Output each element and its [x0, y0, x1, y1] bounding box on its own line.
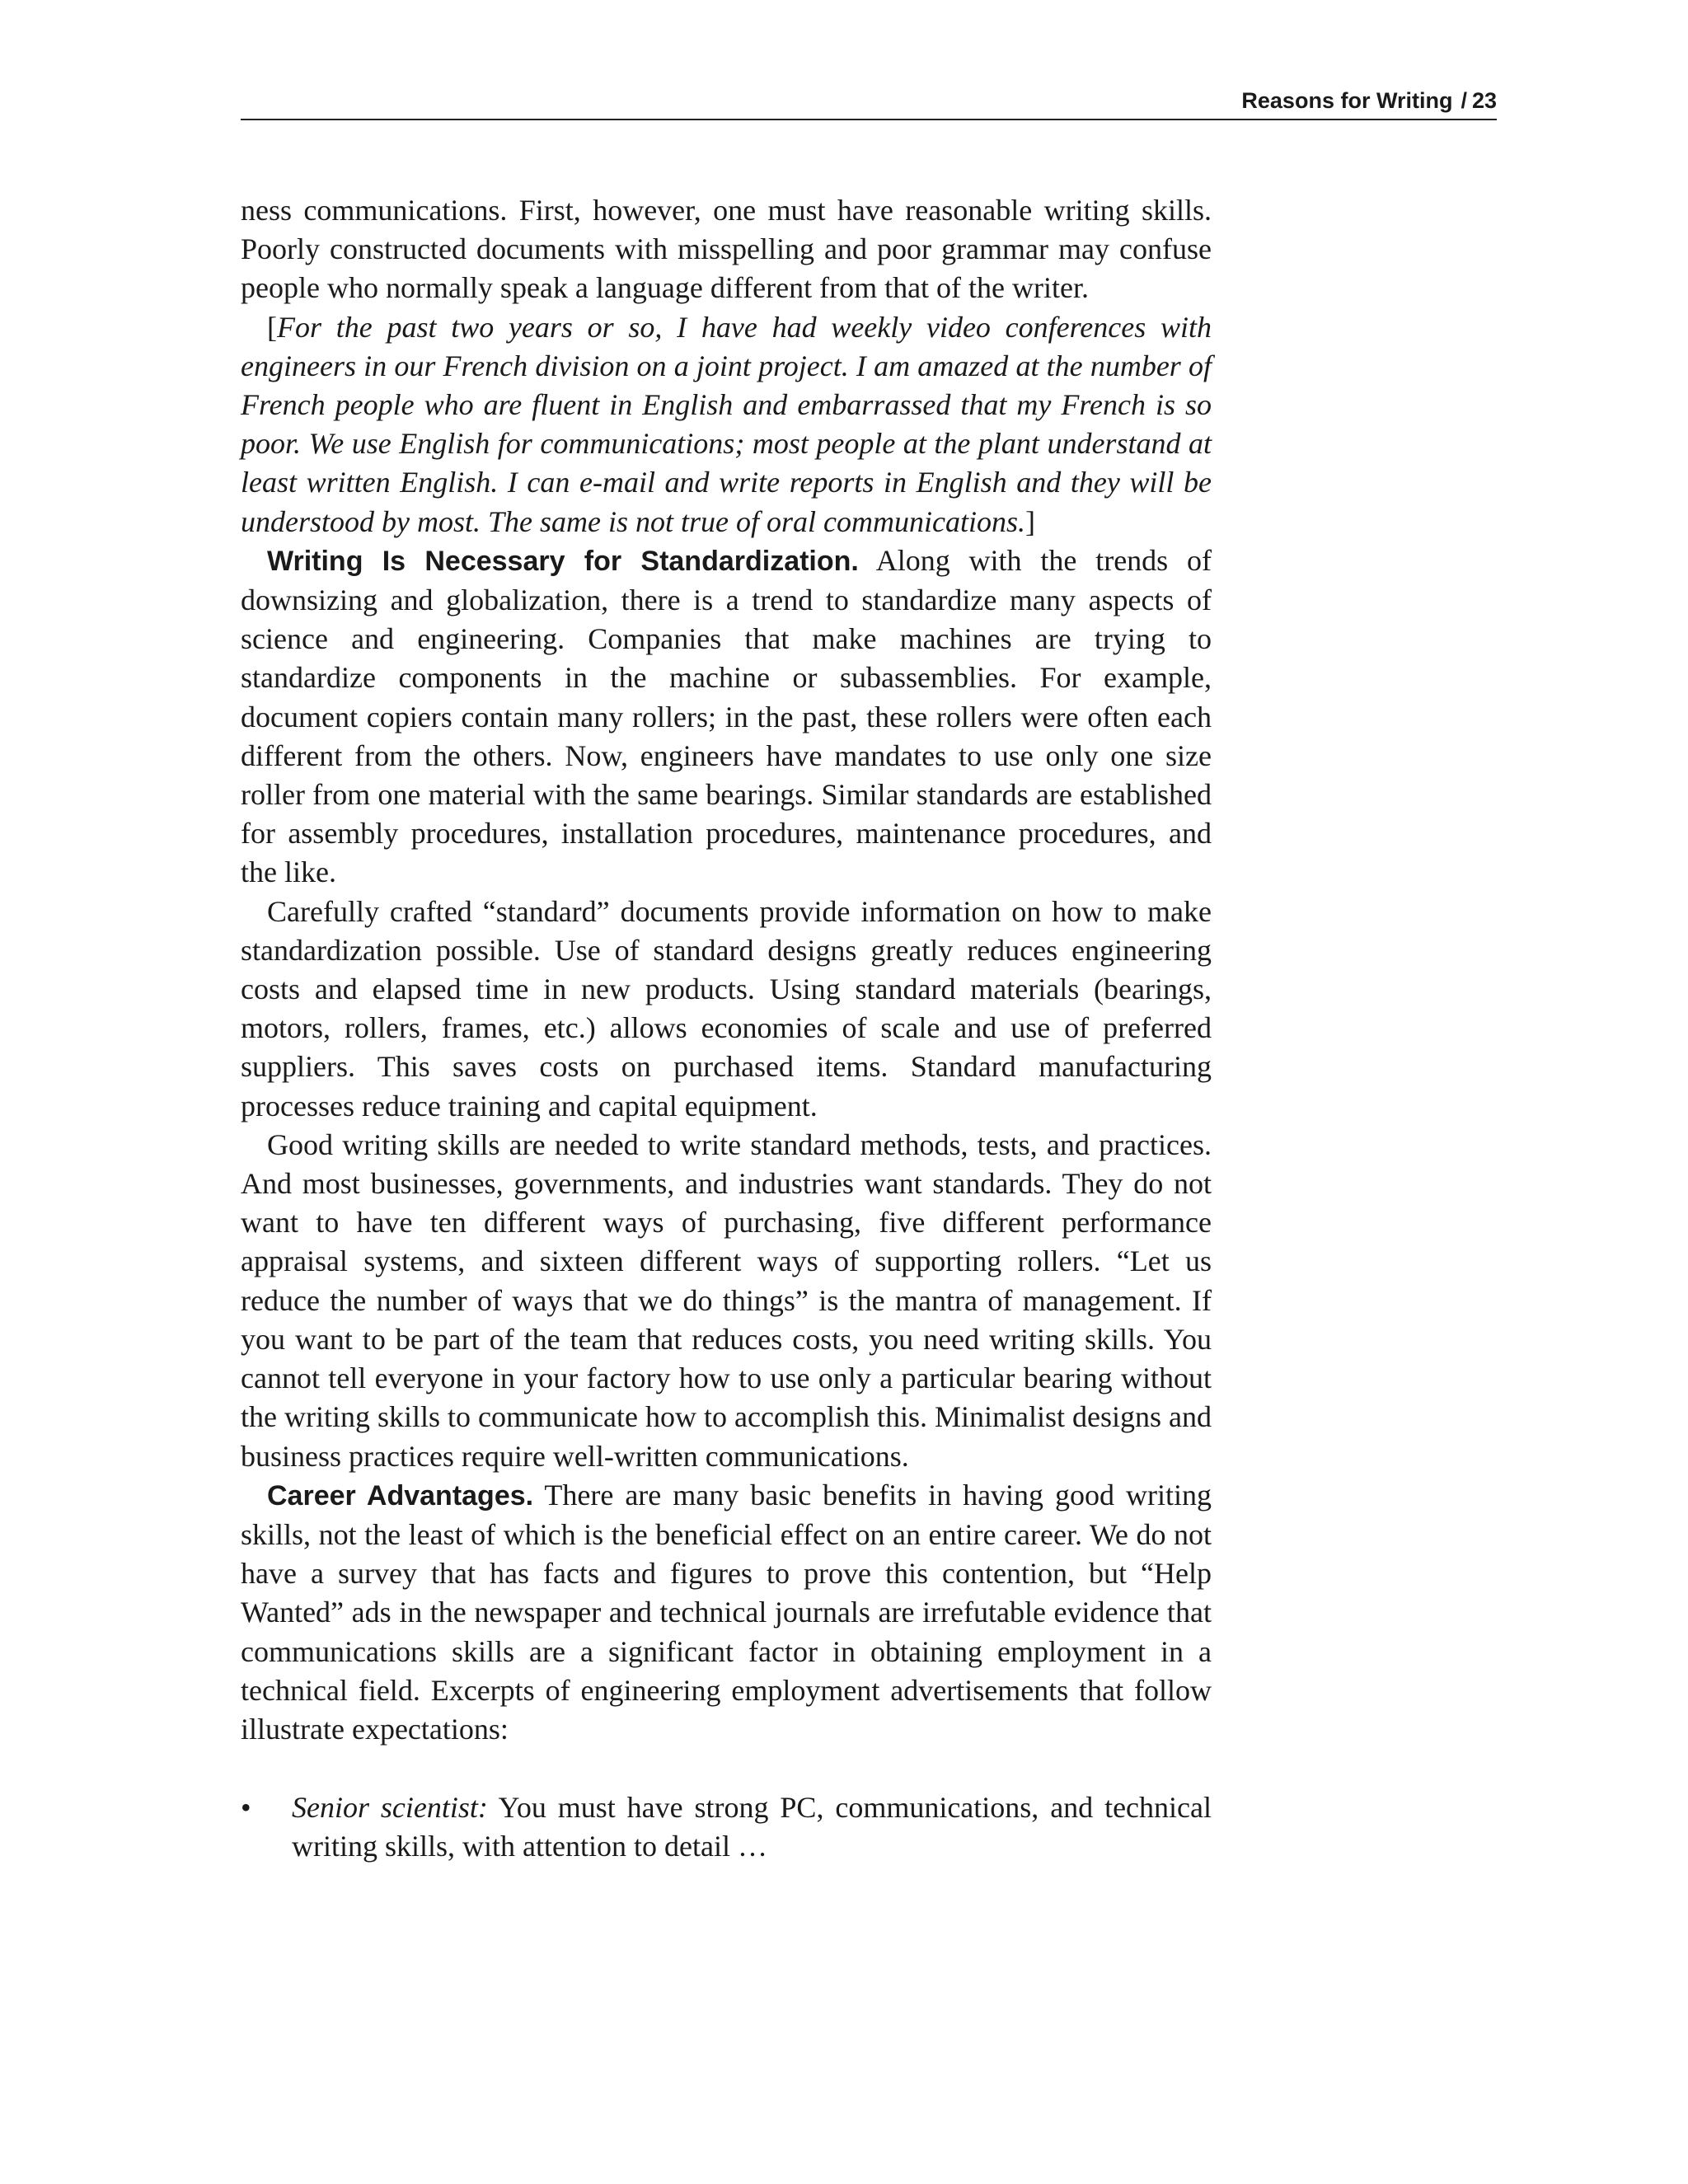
section-heading-career: Career Advantages. — [267, 1479, 534, 1511]
bullet-mark: • — [241, 1791, 251, 1825]
running-head-title: Reasons for Writing — [1241, 88, 1453, 113]
paragraph-author-aside — [241, 308, 1212, 541]
page-number: 23 — [1471, 88, 1497, 113]
list-item-text: You must have strong PC, communications, and technical writing skills, with attention to detail … — [292, 1791, 1212, 1863]
list-item — [241, 1788, 1212, 1866]
running-head-separator: / — [1461, 88, 1467, 113]
paragraph-writing-skills: Good writing skills are needed to write standard methods, tests, and practices. And most businesses, governments, and industries want standards. They do not want to have ten different ways of purchasing, five different performance appraisal systems, and sixteen different ways of supporting rollers. “Let us reduce the number of ways that we do things” is the mantra of management. If you want to be part of the team that reduces costs, you need writing skills. You cannot tell everyone in your factory how to use only a particular bearing without the writing skills to communicate how to accomplish this. Minimalist designs and business practices require well-written communications. — [241, 1127, 1212, 1473]
paragraph-continuation: ness communications. First, however, one must have reasonable writing skills. Poorly constructed documents with misspelling and poor grammar may confuse people who normally speak a language different from that of the writer. — [241, 194, 1212, 305]
paragraph-standard-documents: Carefully crafted “standard” documents provide information on how to make standardization possible. Use of standard designs greatly reduces engineering costs and elapsed time in new products. Using standard materials (bearings, motors, rollers, frames, etc.) allows economies of scale and use of preferred suppliers. This saves costs on purchased items. Standard manufacturing processes reduce training and capital equipment. — [241, 894, 1212, 1122]
aside-italic-text: For the past two years or so, I have had weekly video conferences with engineers in our French division on a joint project. I am amazed at the number of French people who are fluent in English and embarrassed that my French is so poor. We use English for communications; most people at the plant understand at least written English. I can e-mail and write reports in English and they will be understood by most. The same is not true of oral communications. — [241, 310, 1212, 538]
aside-close-bracket: ] — [1025, 504, 1035, 538]
standardization-text: Along with the trends of downsizing and globalization, there is a trend to standardize many aspects of science and engineering. Companies that make machines are trying to standardize components in the machine or subassemblies. For example, document copiers contain many rollers; in the past, these rollers were often each different from the others. Now, engineers have mandates to use only one size roller from one material with the same bearings. Similar standards are established for assembly procedures, installation procedures, maintenance procedures, and the like. — [241, 543, 1212, 889]
body-text — [241, 191, 1212, 1867]
running-head — [241, 82, 1497, 120]
paragraph-standardization — [241, 541, 1212, 893]
list-item-label: Senior scientist: — [292, 1791, 488, 1825]
ad-excerpt-list — [241, 1788, 1212, 1866]
section-heading-standardization: Writing Is Necessary for Standardization. — [267, 545, 859, 577]
paragraph-career — [241, 1476, 1212, 1749]
career-text: There are many basic benefits in having good writing skills, not the least of which is the beneficial effect on an entire career. We do not have a survey that has facts and figures to prove this contention, but “Help Wanted” ads in the newspaper and technical journals are irrefutable evidence that communications skills are a significant factor in obtaining employment in a technical field. Excerpts of engineering employment advertisements that follow illustrate expectations: — [241, 1478, 1212, 1746]
aside-open-bracket: [ — [267, 310, 277, 344]
